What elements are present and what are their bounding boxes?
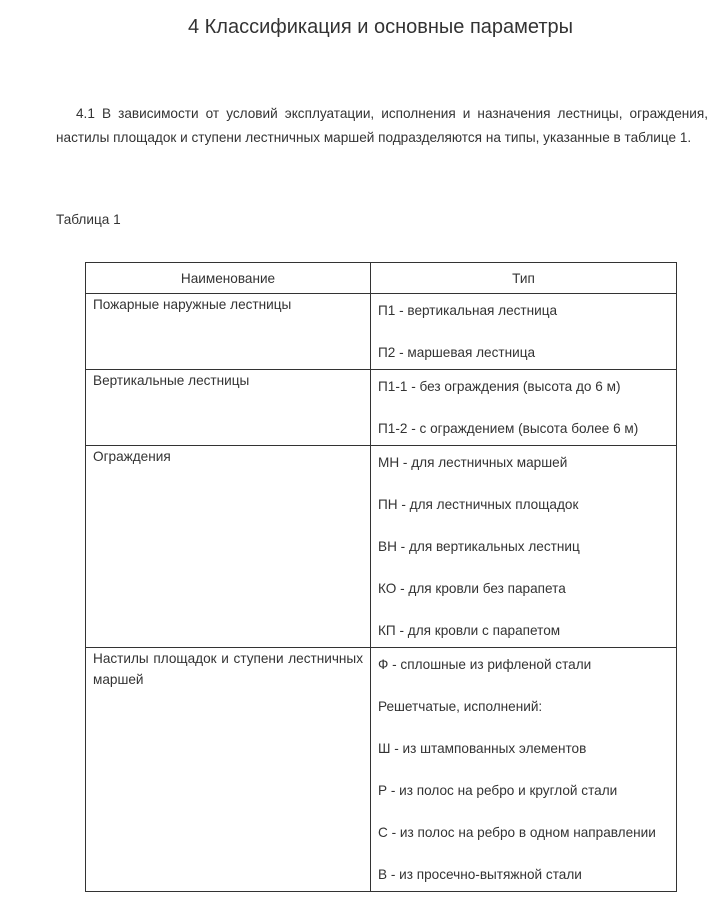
type-item: В - из просечно-вытяжной стали — [378, 867, 582, 882]
paragraph-4-1: 4.1 В зависимости от условий эксплуатации, исполнения и назначения лестницы, ограждения, настилы площадок и ступени лестничных маршей подразделяются на типы, указанные в таблице 1. — [56, 106, 708, 145]
table-row — [86, 648, 677, 892]
type-item: КО - для кровли без парапета — [378, 581, 566, 596]
row-name: Ограждения — [86, 446, 371, 648]
type-item: ВН - для вертикальных лестниц — [378, 539, 580, 554]
table-caption: Таблица 1 — [56, 212, 121, 227]
type-item: П2 - маршевая лестница — [378, 345, 536, 360]
type-item: П1-1 - без ограждения (высота до 6 м) — [378, 379, 621, 394]
type-item: Ф - сплошные из рифленой стали — [378, 657, 592, 672]
type-item: ПН - для лестничных площадок — [378, 497, 579, 512]
row-name: Настилы площадок и ступени лестничных маршей — [86, 648, 371, 892]
row-types — [371, 370, 677, 446]
type-item: Р - из полос на ребро и круглой стали — [378, 783, 618, 798]
header-name: Наименование — [86, 263, 371, 294]
type-item: П1 - вертикальная лестница — [378, 303, 558, 318]
row-types — [371, 446, 677, 648]
header-type: Тип — [371, 263, 677, 294]
row-name: Вертикальные лестницы — [86, 370, 371, 446]
type-item: П1-2 - с ограждением (высота более 6 м) — [378, 421, 639, 436]
section-heading: 4 Классификация и основные параметры — [187, 16, 574, 38]
type-item: Ш - из штампованных элементов — [378, 741, 587, 756]
type-item: МН - для лестничных маршей — [378, 455, 568, 470]
table-row — [86, 294, 677, 370]
row-types — [371, 294, 677, 370]
table-row — [86, 446, 677, 648]
type-item: С - из полос на ребро в одном направлении — [378, 825, 656, 840]
table-header-row — [86, 263, 677, 294]
table-row — [86, 370, 677, 446]
classification-table — [85, 262, 677, 892]
type-item: КП - для кровли с парапетом — [378, 623, 561, 638]
row-types — [371, 648, 677, 892]
row-name: Пожарные наружные лестницы — [86, 294, 371, 370]
type-item: Решетчатые, исполнений: — [378, 699, 543, 714]
